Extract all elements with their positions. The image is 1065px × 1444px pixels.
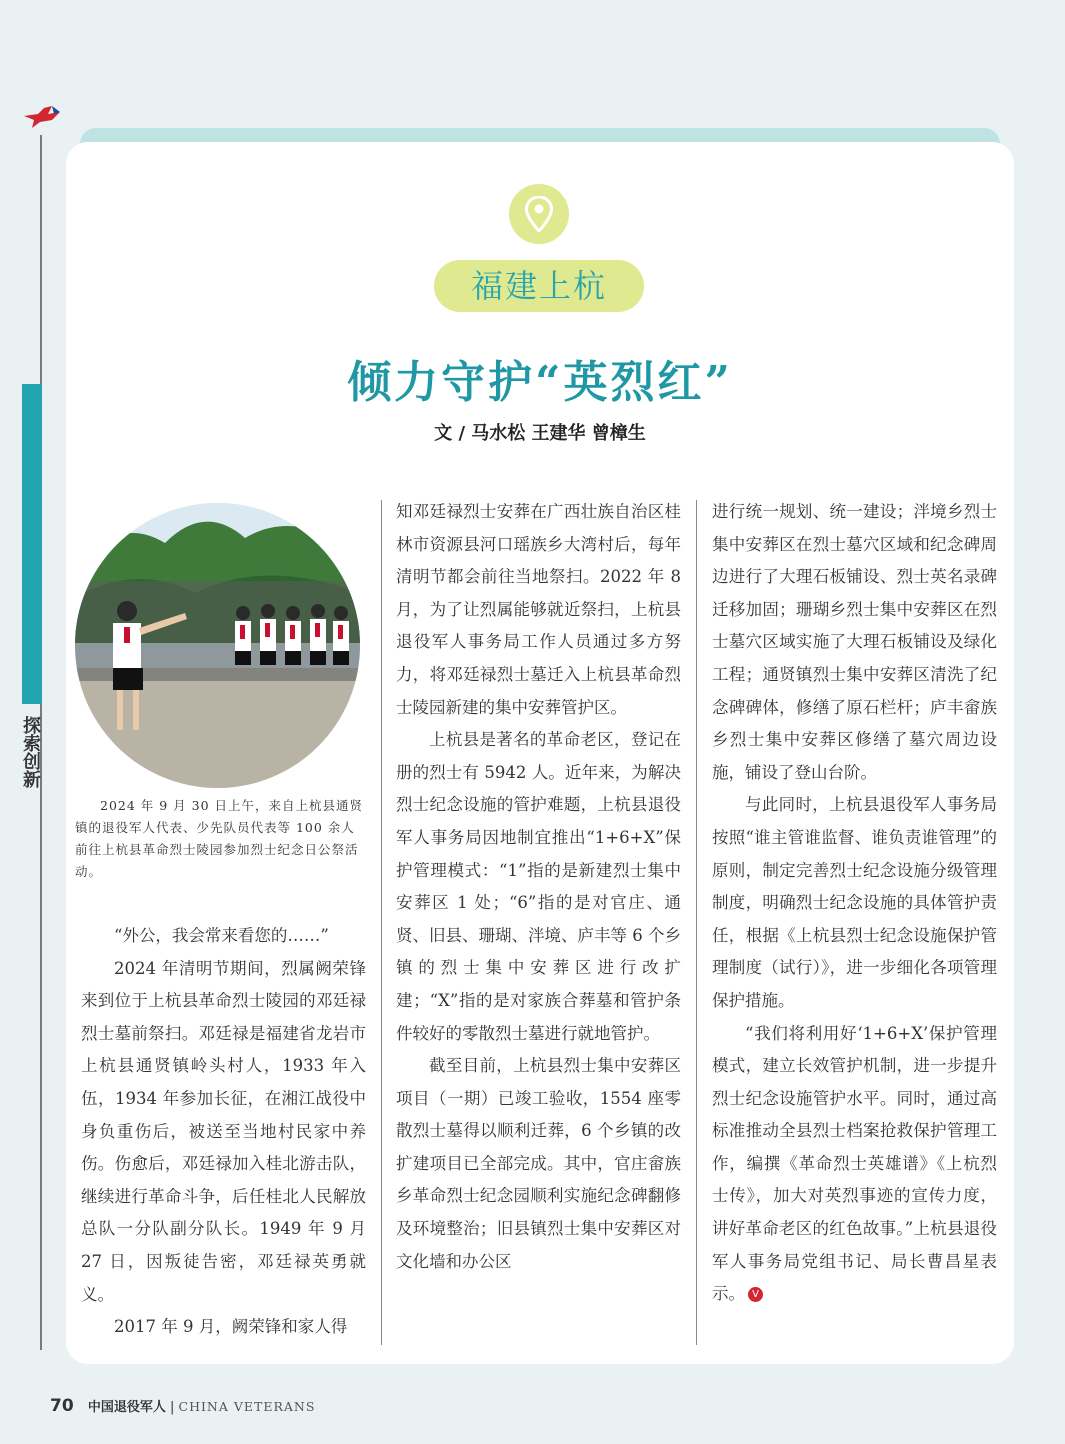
paragraph: 2017 年 9 月，阙荣锋和家人得 bbox=[114, 1317, 348, 1337]
paragraph: 进行统一规划、统一建设；泮境乡烈士集中安葬区在烈士墓穴区域和纪念碑周边进行了大理石板铺设、烈士英名录碑迁移加固；珊瑚乡烈士集中安葬区在烈士墓穴区域实施了大理石板铺设及绿化工程；通贤镇烈士集中安葬区清洗了纪念碑碑体，修缮了原石栏杆；庐丰畲族乡烈士集中安葬区修缮了墓穴周边设施，铺设了登山台阶。 bbox=[712, 502, 997, 782]
section-color-bar bbox=[22, 384, 42, 704]
location-badge bbox=[509, 184, 569, 244]
body-column-2 bbox=[396, 496, 681, 1278]
footer-separator: | bbox=[169, 1400, 175, 1415]
body-column-3 bbox=[712, 496, 997, 1311]
location-pin-icon bbox=[525, 196, 553, 232]
region-tag: 福建上杭 bbox=[434, 260, 644, 312]
paragraph: 与此同时，上杭县退役军人事务局按照“谁主管谁监督、谁负责谁管理”的原则，制定完善烈士纪念设施分级管理制度，明确烈士纪念设施的具体管护责任，根据《上杭县烈士纪念设施保护管理制度（试行）》，进一步细化各项管理保护措施。 bbox=[712, 795, 997, 1010]
photo-caption: 2024 年 9 月 30 日上午，来自上杭县通贤镇的退役军人代表、少先队员代表等 100 余人前往上杭县革命烈士陵园参加烈士纪念日公祭活动。 bbox=[75, 798, 364, 879]
end-mark-icon: V bbox=[748, 1287, 763, 1302]
page-number: 70 bbox=[50, 1396, 74, 1416]
column-divider bbox=[696, 500, 697, 1345]
magazine-name-en: CHINA VETERANS bbox=[178, 1399, 316, 1414]
section-label: 探索创新 bbox=[20, 716, 41, 788]
column-divider bbox=[381, 500, 382, 1345]
ceremony-photo-illustration bbox=[75, 503, 360, 788]
magazine-name: 中国退役军人 bbox=[87, 1400, 166, 1415]
body-column-1 bbox=[81, 920, 366, 1344]
paragraph: 2024 年清明节期间，烈属阙荣锋来到位于上杭县革命烈士陵园的邓廷禄烈士墓前祭扫。邓廷禄是福建省龙岩市上杭县通贤镇岭头村人，1933 年入伍，1934 年参加长征，在湘江战役中身负重伤后，被送至当地村民家中养伤。伤愈后，邓廷禄加入桂北游击队，继续进行革命斗争，后任桂北人民解放总队一分队副分队长。1949 年 9 月 27 日，因叛徒告密，邓廷禄英勇就义。 bbox=[81, 958, 366, 1304]
paragraph: “外公，我会常来看您的……” bbox=[114, 926, 329, 945]
article-photo bbox=[75, 503, 360, 788]
paragraph: 上杭县是著名的革命老区，登记在册的烈士有 5942 人。近年来，为解决烈士纪念设施的管护难题，上杭县退役军人事务局因地制宜推出“1+6+X”保护管理模式：“1”指的是新建烈士集中安葬区 1 处；“6”指的是对官庄、通贤、旧县、珊瑚、泮境、庐丰等 6 个乡镇的烈士集中安葬区进行改扩建；“X”指的是对家族合葬墓和管护条件较好的零散烈士墓进行就地管护。 bbox=[396, 730, 681, 1043]
paragraph bbox=[712, 1018, 997, 1311]
byline: 文 / 马水松 王建华 曾樟生 bbox=[434, 423, 646, 444]
paragraph: 知邓廷禄烈士安葬在广西壮族自治区桂林市资源县河口瑶族乡大湾村后，每年清明节都会前往当地祭扫。2022 年 8 月，为了让烈属能够就近祭扫，上杭县退役军人事务局工作人员通过多方努力，将邓廷禄烈士墓迁入上杭县革命烈士陵园新建的集中安葬管护区。 bbox=[396, 502, 681, 717]
paragraph-text: “我们将利用好‘1+6+X’保护管理模式，建立长效管护机制，进一步提升烈士纪念设施管护水平。同时，通过高标准推动全县烈士档案抢救保护管理工作，编撰《革命烈士英雄谱》《上杭烈士传》，加大对英烈事迹的宣传力度，讲好革命老区的红色故事。”上杭县退役军人事务局党组书记、局长曹昌星表示。 bbox=[712, 1023, 997, 1304]
magazine-logo-icon bbox=[22, 104, 62, 130]
article-title: 倾力守护“英烈红” bbox=[347, 357, 733, 408]
page-footer bbox=[50, 1396, 315, 1416]
paragraph: 截至目前，上杭县烈士集中安葬区项目（一期）已竣工验收，1554 座零散烈士墓得以顺利迁葬，6 个乡镇的改扩建项目已全部完成。其中，官庄畲族乡革命烈士纪念园顺利实施纪念碑翻修及环境整治；旧县镇烈士集中安葬区对文化墙和办公区 bbox=[396, 1056, 681, 1271]
